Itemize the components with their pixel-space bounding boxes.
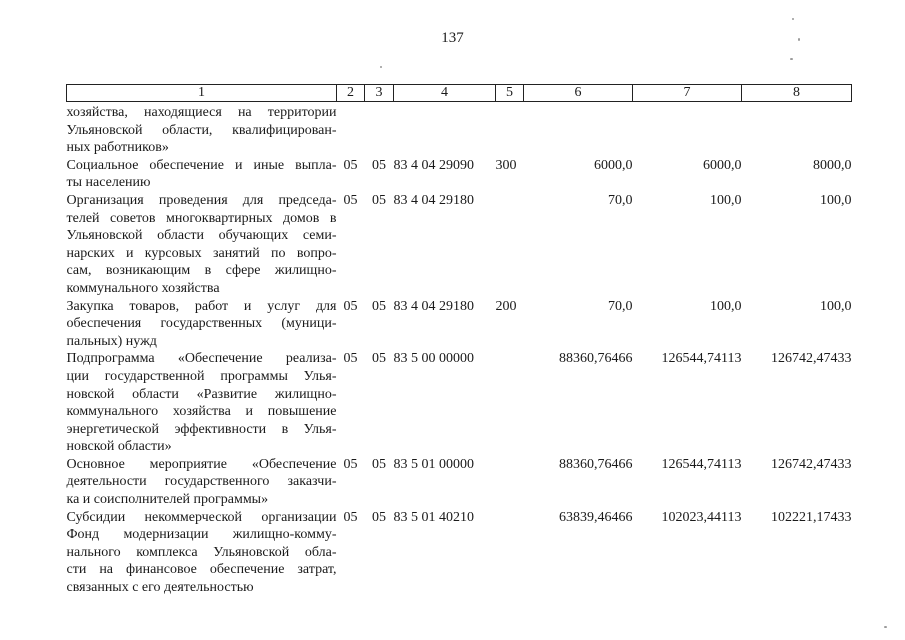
target-article-cell: 83 4 04 29180 xyxy=(393,192,474,208)
target-article-cell: 83 5 01 00000 xyxy=(393,456,474,472)
description-line: ка и соисполнителей программы» xyxy=(66,492,269,508)
column-header: 3 xyxy=(365,85,394,102)
expense-type-cell xyxy=(496,509,524,597)
description-line: нального комплекса Ульяновской обла- xyxy=(66,544,337,560)
description-line: ты населению xyxy=(66,175,151,191)
amount-cell: 102023,44113 xyxy=(661,509,742,525)
subsection-code-cell: 05 xyxy=(372,509,386,525)
column-header: 1 xyxy=(67,85,337,102)
amount-cell: 100,0 xyxy=(710,298,742,314)
description-line: нарских и курсовых занятий по вопро- xyxy=(66,245,337,261)
expense-type-cell xyxy=(496,192,524,298)
section-code-cell xyxy=(337,102,365,157)
scan-speck xyxy=(380,66,382,68)
row-description xyxy=(67,192,337,298)
section-code-cell: 05 xyxy=(343,509,358,525)
description-line: хозяйства, находящиеся на территории xyxy=(66,105,337,120)
description-line: Основное мероприятие «Обеспечение xyxy=(66,456,337,472)
section-code-cell: 05 xyxy=(343,298,358,314)
description-line: Закупка товаров, работ и услуг для xyxy=(66,298,337,314)
description-line: новской области «Развитие жилищно- xyxy=(66,386,337,402)
amount-cell xyxy=(742,102,852,157)
subsection-code-cell xyxy=(365,102,394,157)
description-line: Ульяновской области обучающих семи- xyxy=(66,228,337,244)
expense-type-cell xyxy=(496,350,524,456)
subsection-code-cell: 05 xyxy=(372,192,386,208)
row-description xyxy=(67,456,337,509)
amount-cell: 88360,76466 xyxy=(559,456,633,472)
expense-type-cell: 200 xyxy=(495,298,517,314)
row-description xyxy=(67,157,337,192)
table-row xyxy=(67,192,852,298)
column-header: 2 xyxy=(337,85,365,102)
row-description xyxy=(67,102,337,157)
description-line: сти на финансовое обеспечение затрат, xyxy=(66,562,337,578)
amount-cell: 102221,17433 xyxy=(771,509,852,525)
column-header: 6 xyxy=(524,85,633,102)
description-line: ных работников» xyxy=(66,140,169,156)
expense-type-cell: 300 xyxy=(495,157,517,173)
column-header: 8 xyxy=(742,85,852,102)
amount-cell: 70,0 xyxy=(608,298,633,314)
scan-speck xyxy=(790,58,793,60)
row-description xyxy=(67,298,337,351)
table-row xyxy=(67,102,852,157)
subsection-code-cell: 05 xyxy=(372,157,386,173)
scan-speck xyxy=(798,38,800,41)
target-article-cell: 83 5 01 40210 xyxy=(393,509,474,525)
description-line: Фонд модернизации жилищно-комму- xyxy=(66,527,337,543)
table-row xyxy=(67,350,852,456)
description-line: сам, возникающим в сфере жилищно- xyxy=(66,263,337,279)
target-article-cell: 83 4 04 29180 xyxy=(393,298,474,314)
subsection-code-cell: 05 xyxy=(372,298,386,314)
table-row xyxy=(67,157,852,192)
description-line: телей советов многоквартирных домов в xyxy=(66,210,337,226)
expense-type-cell xyxy=(496,102,524,157)
description-line: Социальное обеспечение и иные выпла- xyxy=(66,157,337,173)
target-article-cell: 83 4 04 29090 xyxy=(393,157,474,173)
page-number: 137 xyxy=(441,30,464,46)
subsection-code-cell: 05 xyxy=(372,351,386,367)
row-description xyxy=(67,350,337,456)
description-line: деятельности государственного заказчи- xyxy=(66,474,337,490)
scan-speck xyxy=(884,626,887,628)
section-code-cell: 05 xyxy=(343,351,358,367)
description-line: Субсидии некоммерческой организации xyxy=(66,509,337,525)
section-code-cell: 05 xyxy=(343,157,358,173)
description-line: новской области» xyxy=(66,439,172,455)
description-line: обеспечения государственных (муници- xyxy=(66,316,337,332)
amount-cell: 8000,0 xyxy=(813,157,852,173)
amount-cell: 100,0 xyxy=(820,192,852,208)
expense-type-cell xyxy=(496,456,524,509)
description-line: Организация проведения для председа- xyxy=(66,192,337,208)
amount-cell: 88360,76466 xyxy=(559,351,633,367)
description-line: коммунального хозяйства и повышение xyxy=(66,404,337,420)
amount-cell: 126742,47433 xyxy=(771,351,852,367)
amount-cell: 126544,74113 xyxy=(661,351,742,367)
row-description xyxy=(67,509,337,597)
description-line: связанных с его деятельностью xyxy=(66,580,254,596)
amount-cell: 100,0 xyxy=(710,192,742,208)
amount-cell: 70,0 xyxy=(608,192,633,208)
column-header: 7 xyxy=(633,85,742,102)
amount-cell: 126544,74113 xyxy=(661,456,742,472)
description-line: ции государственной программы Улья- xyxy=(66,368,337,384)
amount-cell: 100,0 xyxy=(820,298,852,314)
section-code-cell: 05 xyxy=(343,192,358,208)
table-header-row xyxy=(67,85,852,102)
description-line: энергетической эффективности в Улья- xyxy=(66,421,337,437)
amount-cell: 6000,0 xyxy=(703,157,742,173)
description-line: коммунального хозяйства xyxy=(66,280,220,296)
column-header: 4 xyxy=(394,85,496,102)
amount-cell: 6000,0 xyxy=(594,157,633,173)
description-line: Подпрограмма «Обеспечение реализа- xyxy=(66,351,337,367)
section-code-cell: 05 xyxy=(343,456,358,472)
description-line: пальных) нужд xyxy=(66,333,157,349)
amount-cell: 126742,47433 xyxy=(771,456,852,472)
description-line: Ульяновской области, квалифицирован- xyxy=(66,122,337,138)
table-row xyxy=(67,298,852,351)
table-row xyxy=(67,509,852,597)
amount-cell xyxy=(633,102,742,157)
target-article-cell xyxy=(394,102,496,157)
amount-cell: 63839,46466 xyxy=(559,509,633,525)
budget-table xyxy=(66,84,852,597)
subsection-code-cell: 05 xyxy=(372,456,386,472)
scan-speck xyxy=(792,18,794,20)
column-header: 5 xyxy=(496,85,524,102)
table-row xyxy=(67,456,852,509)
target-article-cell: 83 5 00 00000 xyxy=(393,351,474,367)
amount-cell xyxy=(524,102,633,157)
